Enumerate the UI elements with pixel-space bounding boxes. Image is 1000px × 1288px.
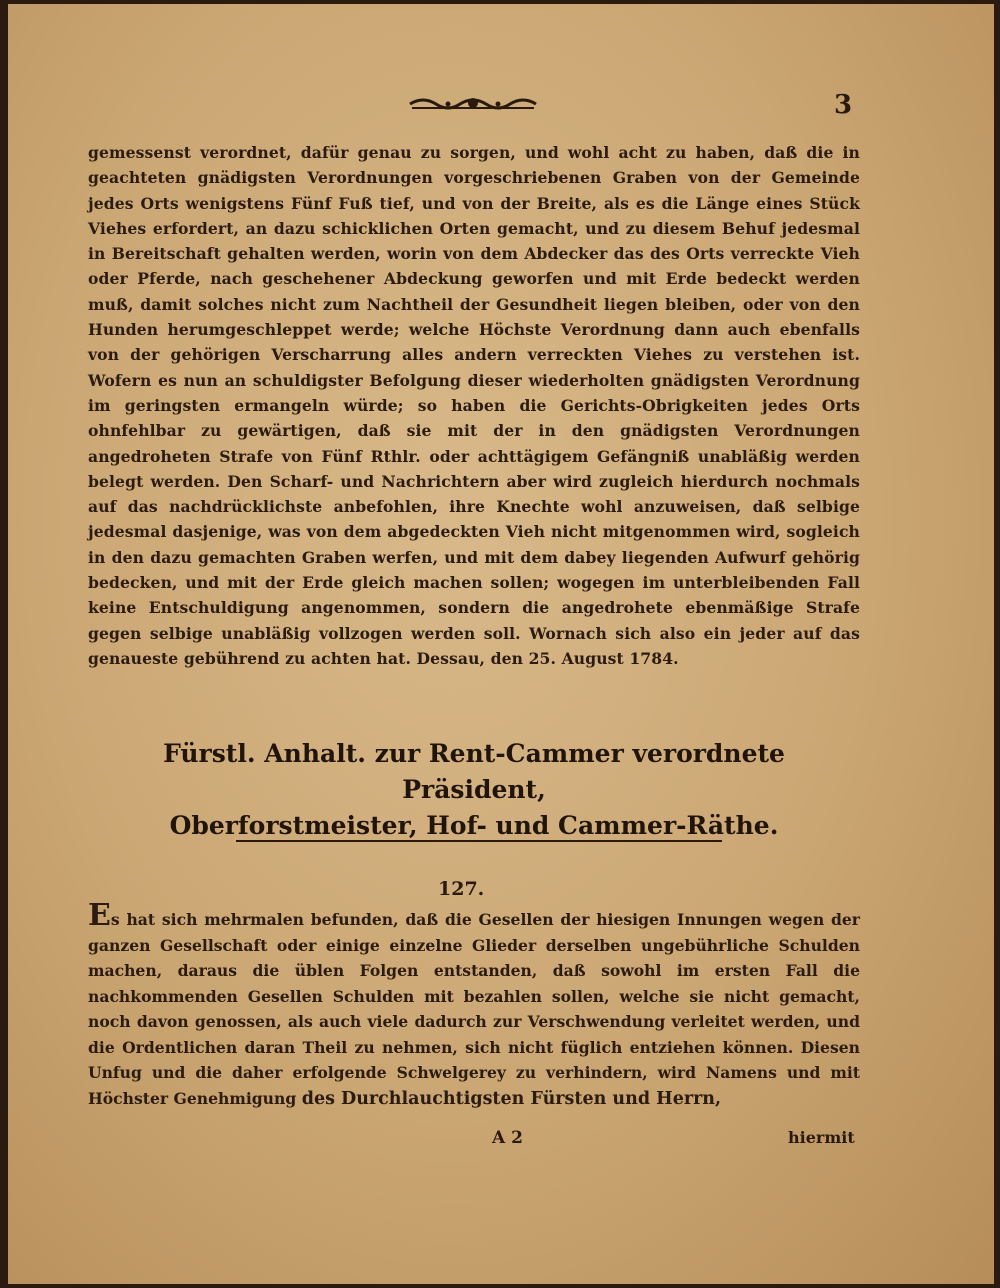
section-number: 127. bbox=[438, 878, 485, 900]
drop-cap: E bbox=[88, 898, 111, 933]
signature-mark: A 2 bbox=[492, 1128, 523, 1148]
body-paragraph: gemessenst verordnet, dafür genau zu sorgen, und wohl acht zu haben, daß die in geachteten gnädigsten Verordnungen vorgeschriebenen Graben von der Gemeinde jedes Orts wenigstens Fünf Fuß tief, und von der Breite, als es die Länge eines Stück Viehes erfordert, an dazu schicklichen Orten gemacht, und zu diesem Behuf jedesmal in Bereitschaft gehalten werden, worin von dem Abdecker das des Orts verreckte Vieh oder Pferde, nach geschehener Abdeckung geworfen und mit Erde bedeckt werden muß, damit solches nicht zum Nachtheil der Gesundheit liegen bleiben, oder von den Hunden herumgeschleppet werde; welche Höchste Verordnung dann auch ebenfalls von der gehörigen Verscharrung alles andern verreckten Viehes zu verstehen ist. Wofern es nun an schuldigster Befolgung dieser wiederholten gnädigsten Verordnung im geringsten ermangeln würde; so haben die Gerichts-Obrigkeiten jedes Orts ohnfehlbar zu gewärtigen, daß sie mit der in den gnädigsten Verordnungen angedroheten Strafe von Fünf Rthlr. oder achttägigem Gefängniß unabläßig werden belegt werden. Den Scharf- und Nachrichtern aber wird zugleich hierdurch nochmals auf das nachdrücklichste anbefohlen, ihre Knechte wohl anzuweisen, daß selbige jedesmal dasjenige, was von dem abgedeckten Vieh nicht mitgenommen wird, sogleich in den dazu gemachten Graben werfen, und mit dem dabey liegenden Aufwurf gehörig bedecken, und mit der Erde gleich machen sollen; wogegen im unterbleibenden Fall keine Entschuldigung angenommen, sondern die angedrohete ebenmäßige Strafe gegen selbige unabläßig vollzogen werden soll. Wornach sich also ein jeder auf das genaueste gebührend zu achten hat. Dessau, den 25. August 1784. bbox=[88, 143, 860, 668]
section-divider bbox=[236, 840, 722, 842]
section-paragraph bbox=[88, 898, 860, 1112]
signature-block bbox=[88, 736, 860, 844]
document-page bbox=[8, 4, 994, 1284]
signature-line-1: Fürstl. Anhalt. zur Rent-Cammer verordnete Präsident, bbox=[163, 739, 785, 804]
catchword: hiermit bbox=[788, 1128, 855, 1147]
header-ornament bbox=[408, 92, 538, 114]
section-paragraph-emphasis: des Durchlauchtigsten Fürsten und Herrn, bbox=[301, 1088, 722, 1109]
section-paragraph-text: s hat sich mehrmalen befunden, daß die Gesellen der hiesigen Innungen wegen der ganzen Gesellschaft oder einige einzelne Glieder derselben ungebührliche Schulden machen, daraus die üblen Folgen entstanden, daß sowohl im ersten Fall die nachkommenden Gesellen Schulden mit bezahlen sollen, welche sie nicht gemacht, noch davon genossen, als auch viele dadurch zur Verschwendung verleitet werden, und die Ordentlichen daran Theil zu nehmen, sich nicht füglich entziehen können. Diesen Unfug und die daher erfolgende Schwelgerey zu verhindern, wird Namens und mit Höchster Genehmigung bbox=[88, 910, 860, 1108]
page-number: 3 bbox=[834, 90, 853, 120]
signature-line-2: Oberforstmeister, Hof- und Cammer-Räthe. bbox=[169, 811, 779, 840]
